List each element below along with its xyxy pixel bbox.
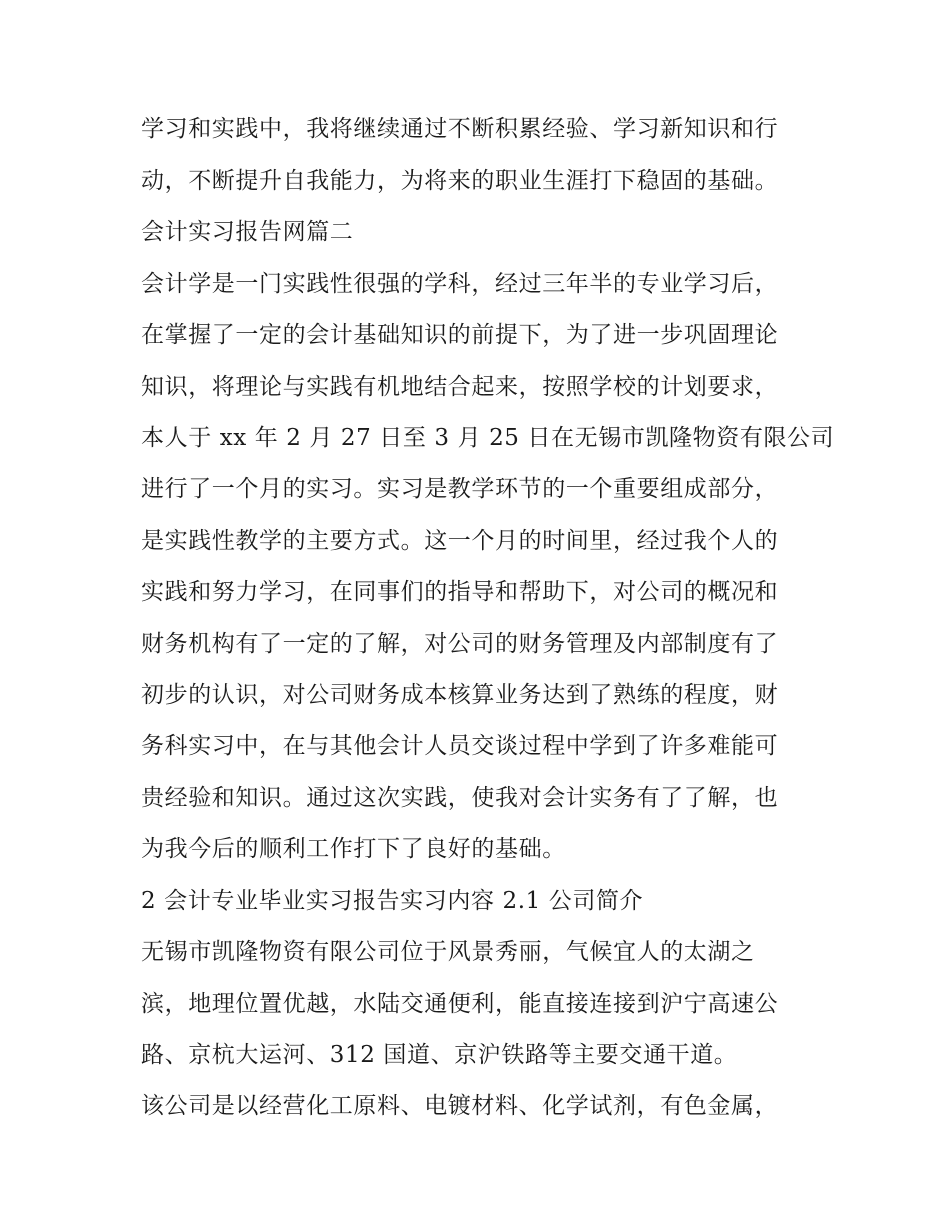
text-line: 该公司是以经营化工原料、电镀材料、化学试剂，有色金属， [141,1093,779,1119]
text-line: 动，不断提升自我能力，为将来的职业生涯打下稳固的基础。 [141,168,779,194]
text-line: 学习和实践中，我将继续通过不断积累经验、学习新知识和行 [141,116,779,142]
text-line: 在掌握了一定的会计基础知识的前提下，为了进一步巩固理论 [141,322,779,348]
text-line: 是实践性教学的主要方式。这一个月的时间里，经过我个人的 [141,528,779,554]
text-line: 财务机构有了一定的了解，对公司的财务管理及内部制度有了 [141,631,779,657]
text-line: 路、京杭大运河、312 国道、京沪铁路等主要交通干道。 [141,1042,738,1068]
text-line: 进行了一个月的实习。实习是教学环节的一个重要组成部分， [141,476,779,502]
text-line: 贵经验和知识。通过这次实践，使我对会计实务有了了解，也 [141,785,779,811]
section-heading: 2 会计专业毕业实习报告实习内容 2.1 公司简介 [141,888,644,914]
text-line: 务科实习中，在与其他会计人员交谈过程中学到了许多难能可 [141,733,779,759]
text-line: 为我今后的顺利工作打下了良好的基础。 [141,836,566,862]
text-line: 会计学是一门实践性很强的学科，经过三年半的专业学习后， [141,271,779,297]
text-line: 本人于 xx 年 2 月 27 日至 3 月 25 日在无锡市凯隆物资有限公司 [141,425,835,451]
text-line: 无锡市凯隆物资有限公司位于风景秀丽，气候宜人的太湖之 [141,939,755,965]
text-line: 实践和努力学习，在同事们的指导和帮助下，对公司的概况和 [141,579,779,605]
text-line: 滨，地理位置优越，水陆交通便利，能直接连接到沪宁高速公 [141,991,779,1017]
text-line: 知识，将理论与实践有机地结合起来，按照学校的计划要求， [141,374,779,400]
text-line: 初步的认识，对公司财务成本核算业务达到了熟练的程度，财 [141,682,779,708]
section-heading: 会计实习报告网篇二 [141,219,354,245]
